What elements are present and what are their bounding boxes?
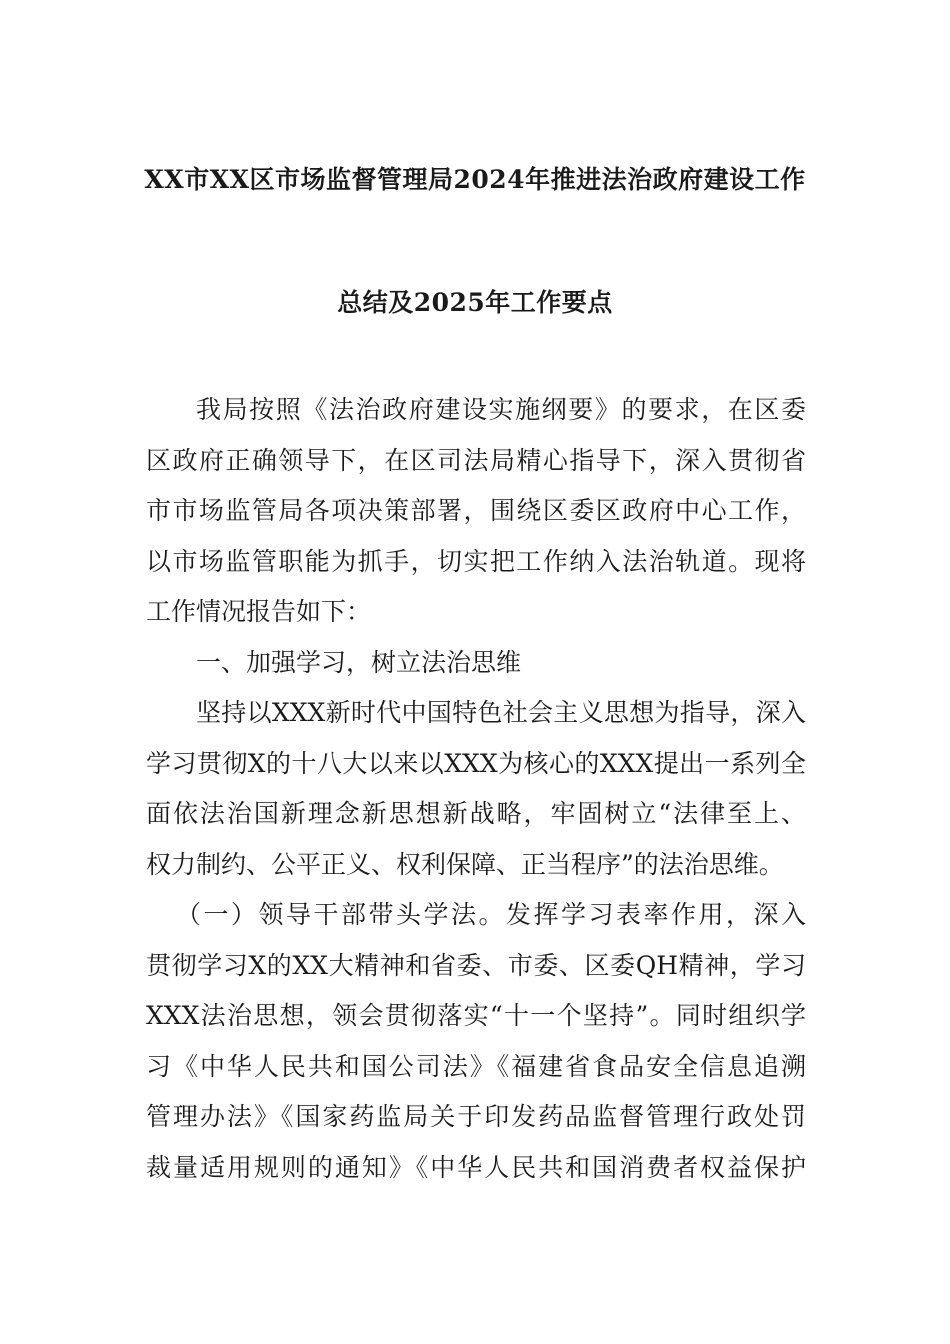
- paragraph-line: 学习贯彻X的十八大以来以XXX为核心的XXX提出一系列全: [146, 748, 806, 778]
- document-title-line-2: 总结及2025年工作要点: [337, 288, 613, 317]
- section-heading: 一、加强学习，树立法治思维: [196, 647, 522, 677]
- paragraph-line: 区政府正确领导下，在区司法局精心指导下，深入贯彻省: [146, 445, 806, 475]
- paragraph-line: 管理办法》《国家药监局关于印发药品监督管理行政处罚: [146, 1102, 806, 1131]
- paragraph-line: 以市场监管职能为抓手，切实把工作纳入法治轨道。现将: [146, 546, 806, 576]
- paragraph-line: 贯彻学习X的XX大精神和省委、市委、区委QH精神，学习: [146, 950, 806, 980]
- paragraph-line: （一）领导干部带头学法。发挥学习表率作用，深入: [176, 900, 806, 929]
- paragraph-line: 权力制约、公平正义、权利保障、正当程序”的法治思维。: [146, 849, 784, 879]
- paragraph-line: 坚持以XXX新时代中国特色社会主义思想为指导，深入: [196, 698, 806, 727]
- paragraph-line: 工作情况报告如下：: [146, 597, 372, 626]
- paragraph-line: XXX法治思想，领会贯彻落实“十一个坚持”。同时组织学: [146, 1001, 806, 1030]
- paragraph-line: 我局按照《法治政府建设实施纲要》的要求，在区委: [196, 395, 806, 424]
- paragraph-line: 裁量适用规则的通知》《中华人民共和国消费者权益保护: [146, 1152, 806, 1182]
- paragraph-line: 面依法治国新理念新思想新战略，牢固树立“法律至上、: [146, 799, 806, 828]
- document-body: [146, 392, 806, 1200]
- paragraph-line: 市市场监管局各项决策部署，围绕区委区政府中心工作，: [146, 496, 806, 525]
- paragraph-line: 习《中华人民共和国公司法》《福建省食品安全信息追溯: [146, 1051, 806, 1081]
- document-title-line-1: XX市XX区市场监督管理局2024年推进法治政府建设工作: [144, 165, 806, 194]
